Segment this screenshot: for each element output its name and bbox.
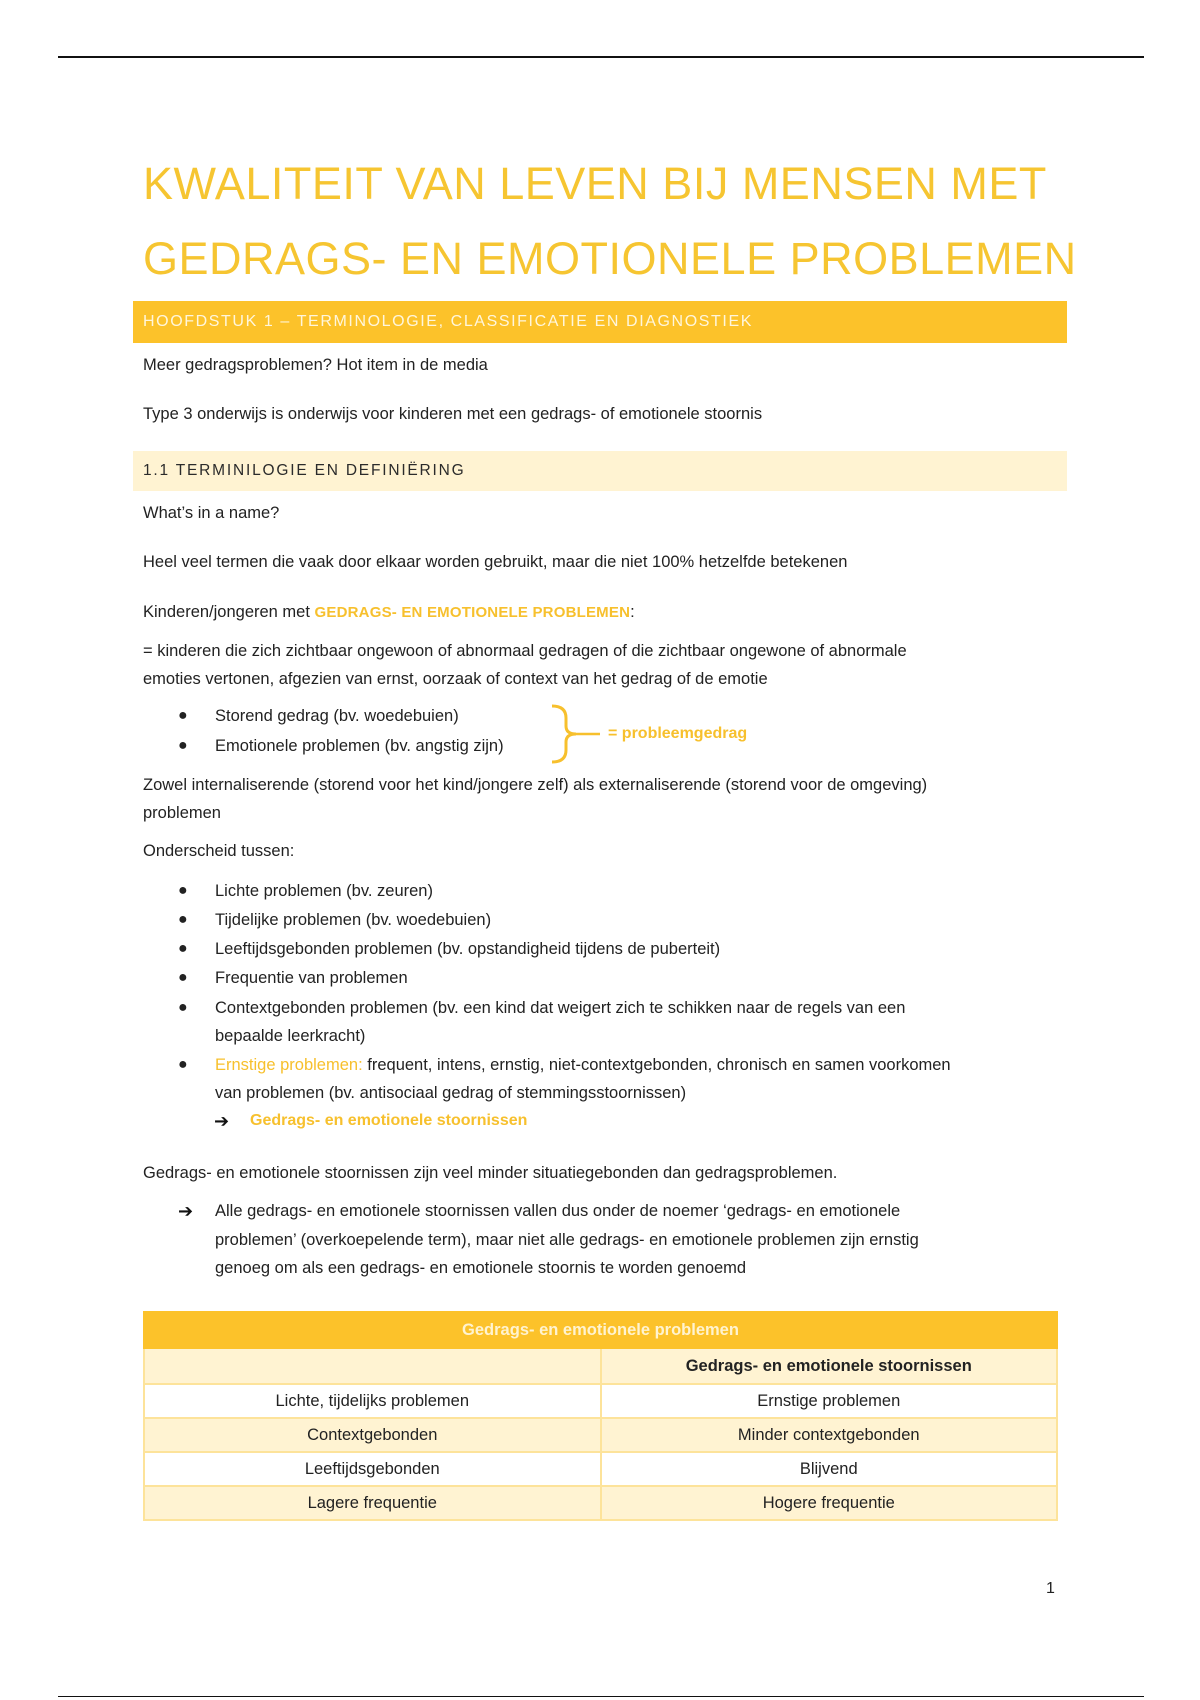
brace-label: = probleemgedrag <box>608 725 748 742</box>
definition-line-2: emoties vertonen, afgezien van ernst, oorzaak of context van het gedrag of de emotie <box>143 670 768 688</box>
list-item-text: Storend gedrag (bv. woedebuien) <box>215 707 459 725</box>
paragraph-whats-in-a-name: What’s in a name? <box>143 504 280 522</box>
paragraph-internaliserende-1: Zowel internaliserende (storend voor het kind/jongere zelf) als externaliserende (storend voor de omgeving) <box>143 776 928 794</box>
intro-paragraph-2: Type 3 onderwijs is onderwijs voor kinderen met een gedrags- of emotionele stoornis <box>143 405 763 423</box>
page-number: 1 <box>1046 1580 1055 1597</box>
footer-rule <box>58 1696 1144 1697</box>
title-line-2: GEDRAGS- EN EMOTIONELE PROBLEMEN <box>143 233 1077 284</box>
table-row <box>144 1384 1057 1418</box>
list-item-text: Tijdelijke problemen (bv. woedebuien) <box>215 911 492 929</box>
arrow-right-icon: ➔ <box>178 1201 194 1221</box>
list-item-text: Frequentie van problemen <box>215 969 408 987</box>
kinderen-highlight: GEDRAGS- EN EMOTIONELE PROBLEMEN <box>314 604 631 621</box>
bullet-icon: ● <box>178 707 188 724</box>
bullet-icon: ● <box>178 882 188 899</box>
paragraph-situatiegebonden: Gedrags- en emotionele stoornissen zijn veel minder situatiegebonden dan gedragsproblemen. <box>143 1164 838 1182</box>
list-item-text: Contextgebonden problemen (bv. een kind dat weigert zich te schikken naar de regels van een <box>215 999 906 1017</box>
paragraph-onderscheid: Onderscheid tussen: <box>143 842 295 860</box>
list-item-text: bepaalde leerkracht) <box>215 1027 366 1045</box>
table-subheader-row <box>144 1348 1057 1384</box>
table-subheader-left <box>144 1348 601 1384</box>
header-rule <box>58 56 1144 58</box>
list-item-text: van problemen (bv. antisociaal gedrag of stemmingsstoornissen) <box>215 1084 687 1102</box>
section-heading: 1.1 TERMINILOGIE EN DEFINIËRING <box>133 451 1067 491</box>
table-cell: Leeftijdsgebonden <box>144 1452 601 1486</box>
table-cell: Lichte, tijdelijks problemen <box>144 1384 601 1418</box>
title-line-1: KWALITEIT VAN LEVEN BIJ MENSEN MET <box>143 158 1047 209</box>
paragraph-terms: Heel veel termen die vaak door elkaar worden gebruikt, maar die niet 100% hetzelfde betekenen <box>143 553 848 571</box>
definition-line-1: = kinderen die zich zichtbaar ongewoon of abnormaal gedragen of die zichtbaar ongewone of abnormale <box>143 642 907 660</box>
table-cell: Contextgebonden <box>144 1418 601 1452</box>
kinderen-prefix: Kinderen/jongeren met <box>143 603 315 621</box>
table-cell: Ernstige problemen <box>601 1384 1058 1418</box>
intro-paragraph-1: Meer gedragsproblemen? Hot item in de media <box>143 356 488 374</box>
chapter-heading: HOOFDSTUK 1 – TERMINOLOGIE, CLASSIFICATIE EN DIAGNOSTIEK <box>133 301 1067 343</box>
bullet-icon: ● <box>178 1056 188 1073</box>
table-header: Gedrags- en emotionele problemen <box>144 1312 1057 1348</box>
table-cell: Hogere frequentie <box>601 1486 1058 1520</box>
bullet-icon: ● <box>178 999 188 1016</box>
kinderen-suffix: : <box>630 603 635 621</box>
table-cell: Minder contextgebonden <box>601 1418 1058 1452</box>
bullet-icon: ● <box>178 911 188 928</box>
table-cell: Blijvend <box>601 1452 1058 1486</box>
paragraph-internaliserende-2: problemen <box>143 804 221 822</box>
list-item-text <box>215 1051 951 1079</box>
arrow-paragraph-line-2: problemen’ (overkoepelende term), maar niet alle gedrags- en emotionele problemen zijn ernstig <box>215 1231 919 1249</box>
list-item-text: Lichte problemen (bv. zeuren) <box>215 882 433 900</box>
table-row <box>144 1418 1057 1452</box>
bullet-icon: ● <box>178 737 188 754</box>
arrow-item-stoornissen: Gedrags- en emotionele stoornissen <box>250 1112 528 1129</box>
comparison-table <box>143 1311 1058 1521</box>
table-header-row <box>144 1312 1057 1348</box>
table-cell: Lagere frequentie <box>144 1486 601 1520</box>
document-title <box>143 146 1103 296</box>
list-item-text: Emotionele problemen (bv. angstig zijn) <box>215 737 504 755</box>
arrow-right-icon: ➔ <box>214 1111 230 1131</box>
table-row <box>144 1486 1057 1520</box>
curly-brace-icon <box>548 704 608 764</box>
arrow-paragraph-line-1: Alle gedrags- en emotionele stoornissen vallen dus onder de noemer ‘gedrags- en emotionele <box>215 1202 901 1220</box>
bullet-icon: ● <box>178 969 188 986</box>
list-item-text: Leeftijdsgebonden problemen (bv. opstandigheid tijdens de puberteit) <box>215 940 721 958</box>
table-subheader-right: Gedrags- en emotionele stoornissen <box>601 1348 1058 1384</box>
table-row <box>144 1452 1057 1486</box>
serious-label: Ernstige problemen: <box>215 1056 363 1074</box>
arrow-paragraph-line-3: genoeg om als een gedrags- en emotionele stoornis te worden genoemd <box>215 1259 747 1277</box>
bullet-icon: ● <box>178 940 188 957</box>
paragraph-kinderen <box>143 598 635 627</box>
serious-text: frequent, intens, ernstig, niet-contextgebonden, chronisch en samen voorkomen <box>362 1056 951 1074</box>
